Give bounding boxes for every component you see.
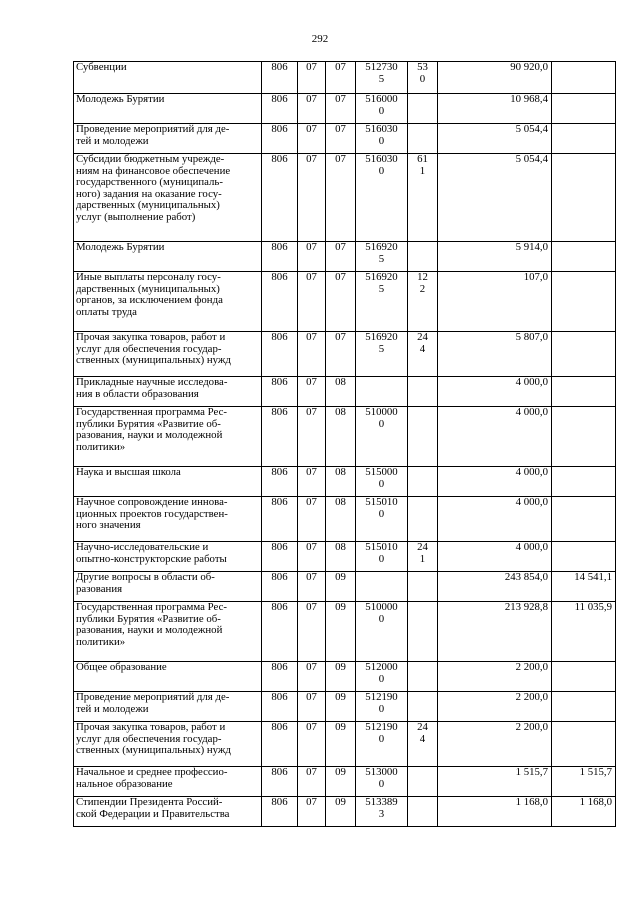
row-name: Научное сопровождение иннова- ционных проектов государствен- ного значения — [76, 496, 228, 532]
table-row — [74, 332, 616, 377]
table-row — [74, 542, 616, 572]
expense-code: 24 4 — [417, 721, 428, 745]
amount-value: 2 200,0 — [515, 691, 548, 703]
ministry-code: 806 — [271, 601, 288, 613]
ministry-code: 806 — [271, 123, 288, 135]
amount-value: 4 000,0 — [515, 376, 548, 388]
amount-value: 10 968,4 — [510, 93, 548, 105]
target-code: 512190 0 — [365, 721, 398, 745]
row-name: Начальное и среднее профессио- нальное образование — [76, 766, 228, 790]
target-code: 513389 3 — [365, 796, 398, 820]
amount-value: 4 000,0 — [515, 496, 548, 508]
ministry-code: 806 — [271, 406, 288, 418]
table-row — [74, 242, 616, 272]
subsection-code: 09 — [335, 601, 346, 613]
target-code: 516920 5 — [365, 271, 398, 295]
row-name: Проведение мероприятий для де- тей и молодежи — [76, 691, 230, 715]
table-row — [74, 407, 616, 467]
extra-value: 1 515,7 — [579, 766, 612, 778]
table-row — [74, 767, 616, 797]
expense-code: 24 1 — [417, 541, 428, 565]
target-code: 516030 0 — [365, 123, 398, 147]
target-code: 512000 0 — [365, 661, 398, 685]
table-row — [74, 722, 616, 767]
ministry-code: 806 — [271, 571, 288, 583]
row-name: Проведение мероприятий для де- тей и молодежи — [76, 123, 230, 147]
row-name: Прочая закупка товаров, работ и услуг для обеспечения государ- ственных (муниципальных) нужд — [76, 721, 231, 757]
target-code: 516920 5 — [365, 331, 398, 355]
row-name: Молодежь Бурятии — [76, 93, 165, 105]
subsection-code: 07 — [335, 331, 346, 343]
row-name: Субвенции — [76, 61, 127, 73]
table-row — [74, 467, 616, 497]
amount-value: 4 000,0 — [515, 466, 548, 478]
ministry-code: 806 — [271, 241, 288, 253]
ministry-code: 806 — [271, 721, 288, 733]
ministry-code: 806 — [271, 331, 288, 343]
subsection-code: 09 — [335, 796, 346, 808]
subsection-code: 08 — [335, 496, 346, 508]
section-code: 07 — [306, 93, 317, 105]
amount-value: 5 914,0 — [515, 241, 548, 253]
amount-value: 5 054,4 — [515, 153, 548, 165]
row-name: Стипендии Президента Россий- ской Федерации и Правительства — [76, 796, 230, 820]
section-code: 07 — [306, 123, 317, 135]
target-code: 515000 0 — [365, 466, 398, 490]
subsection-code: 09 — [335, 721, 346, 733]
amount-value: 1 515,7 — [515, 766, 548, 778]
amount-value: 213 928,8 — [504, 601, 548, 613]
row-name: Молодежь Бурятии — [76, 241, 165, 253]
section-code: 07 — [306, 331, 317, 343]
ministry-code: 806 — [271, 93, 288, 105]
target-code: 512730 5 — [365, 61, 398, 85]
section-code: 07 — [306, 796, 317, 808]
table-row — [74, 692, 616, 722]
ministry-code: 806 — [271, 376, 288, 388]
amount-value: 243 854,0 — [504, 571, 548, 583]
target-code: 512190 0 — [365, 691, 398, 715]
subsection-code: 07 — [335, 153, 346, 165]
ministry-code: 806 — [271, 661, 288, 673]
expense-code: 24 4 — [417, 331, 428, 355]
table-row — [74, 602, 616, 662]
subsection-code: 09 — [335, 571, 346, 583]
section-code: 07 — [306, 241, 317, 253]
ministry-code: 806 — [271, 691, 288, 703]
section-code: 07 — [306, 601, 317, 613]
section-code: 07 — [306, 153, 317, 165]
row-name: Прикладные научные исследова- ния в области образования — [76, 376, 228, 400]
section-code: 07 — [306, 406, 317, 418]
subsection-code: 07 — [335, 61, 346, 73]
row-name: Государственная программа Рес- публики Бурятия «Развитие об- разования, науки и молодежной политики» — [76, 601, 227, 648]
table-row — [74, 154, 616, 242]
subsection-code: 09 — [335, 691, 346, 703]
table-row — [74, 377, 616, 407]
subsection-code: 09 — [335, 661, 346, 673]
section-code: 07 — [306, 61, 317, 73]
table-row — [74, 272, 616, 332]
ministry-code: 806 — [271, 153, 288, 165]
section-code: 07 — [306, 376, 317, 388]
ministry-code: 806 — [271, 541, 288, 553]
table-row — [74, 124, 616, 154]
table-row — [74, 572, 616, 602]
target-code: 515010 0 — [365, 541, 398, 565]
amount-value: 2 200,0 — [515, 661, 548, 673]
ministry-code: 806 — [271, 466, 288, 478]
table-row — [74, 62, 616, 94]
target-code: 516030 0 — [365, 153, 398, 177]
target-code: 516920 5 — [365, 241, 398, 265]
expense-code: 61 1 — [417, 153, 428, 177]
amount-value: 5 054,4 — [515, 123, 548, 135]
table-row — [74, 662, 616, 692]
target-code: 513000 0 — [365, 766, 398, 790]
row-name: Общее образование — [76, 661, 167, 673]
table-row — [74, 94, 616, 124]
amount-value: 1 168,0 — [515, 796, 548, 808]
section-code: 07 — [306, 661, 317, 673]
row-name: Наука и высшая школа — [76, 466, 181, 478]
subsection-code: 07 — [335, 241, 346, 253]
amount-value: 90 920,0 — [510, 61, 548, 73]
section-code: 07 — [306, 466, 317, 478]
expense-code: 53 0 — [417, 61, 428, 85]
section-code: 07 — [306, 541, 317, 553]
row-name: Другие вопросы в области об- разования — [76, 571, 215, 595]
amount-value: 4 000,0 — [515, 406, 548, 418]
budget-table — [73, 61, 616, 827]
subsection-code: 08 — [335, 406, 346, 418]
extra-value: 1 168,0 — [579, 796, 612, 808]
section-code: 07 — [306, 271, 317, 283]
subsection-code: 09 — [335, 766, 346, 778]
amount-value: 4 000,0 — [515, 541, 548, 553]
amount-value: 2 200,0 — [515, 721, 548, 733]
row-name: Государственная программа Рес- публики Бурятия «Развитие об- разования, науки и молодежной политики» — [76, 406, 227, 453]
section-code: 07 — [306, 571, 317, 583]
row-name: Прочая закупка товаров, работ и услуг для обеспечения государ- ственных (муниципальных) нужд — [76, 331, 231, 367]
table-row — [74, 797, 616, 827]
page-number: 292 — [311, 33, 329, 45]
section-code: 07 — [306, 496, 317, 508]
subsection-code: 08 — [335, 466, 346, 478]
target-code: 515010 0 — [365, 496, 398, 520]
row-name: Научно-исследовательские и опытно-конструкторские работы — [76, 541, 227, 565]
row-name: Иные выплаты персоналу госу- дарственных (муниципальных) органов, за исключением фонда оплаты труда — [76, 271, 223, 318]
subsection-code: 08 — [335, 376, 346, 388]
subsection-code: 07 — [335, 123, 346, 135]
ministry-code: 806 — [271, 496, 288, 508]
ministry-code: 806 — [271, 766, 288, 778]
section-code: 07 — [306, 721, 317, 733]
target-code: 510000 0 — [365, 601, 398, 625]
ministry-code: 806 — [271, 796, 288, 808]
subsection-code: 07 — [335, 271, 346, 283]
subsection-code: 07 — [335, 93, 346, 105]
target-code: 516000 0 — [365, 93, 398, 117]
amount-value: 107,0 — [523, 271, 548, 283]
extra-value: 14 541,1 — [574, 571, 612, 583]
amount-value: 5 807,0 — [515, 331, 548, 343]
expense-code: 12 2 — [417, 271, 428, 295]
section-code: 07 — [306, 766, 317, 778]
ministry-code: 806 — [271, 271, 288, 283]
subsection-code: 08 — [335, 541, 346, 553]
row-name: Субсидии бюджетным учрежде- ниям на финансовое обеспечение государственного (муниципаль- ного) задания на оказание госу- дарственных (муниципальных) услуг (выполнение работ) — [76, 153, 231, 223]
section-code: 07 — [306, 691, 317, 703]
table-row — [74, 497, 616, 542]
ministry-code: 806 — [271, 61, 288, 73]
extra-value: 11 035,9 — [574, 601, 612, 613]
target-code: 510000 0 — [365, 406, 398, 430]
